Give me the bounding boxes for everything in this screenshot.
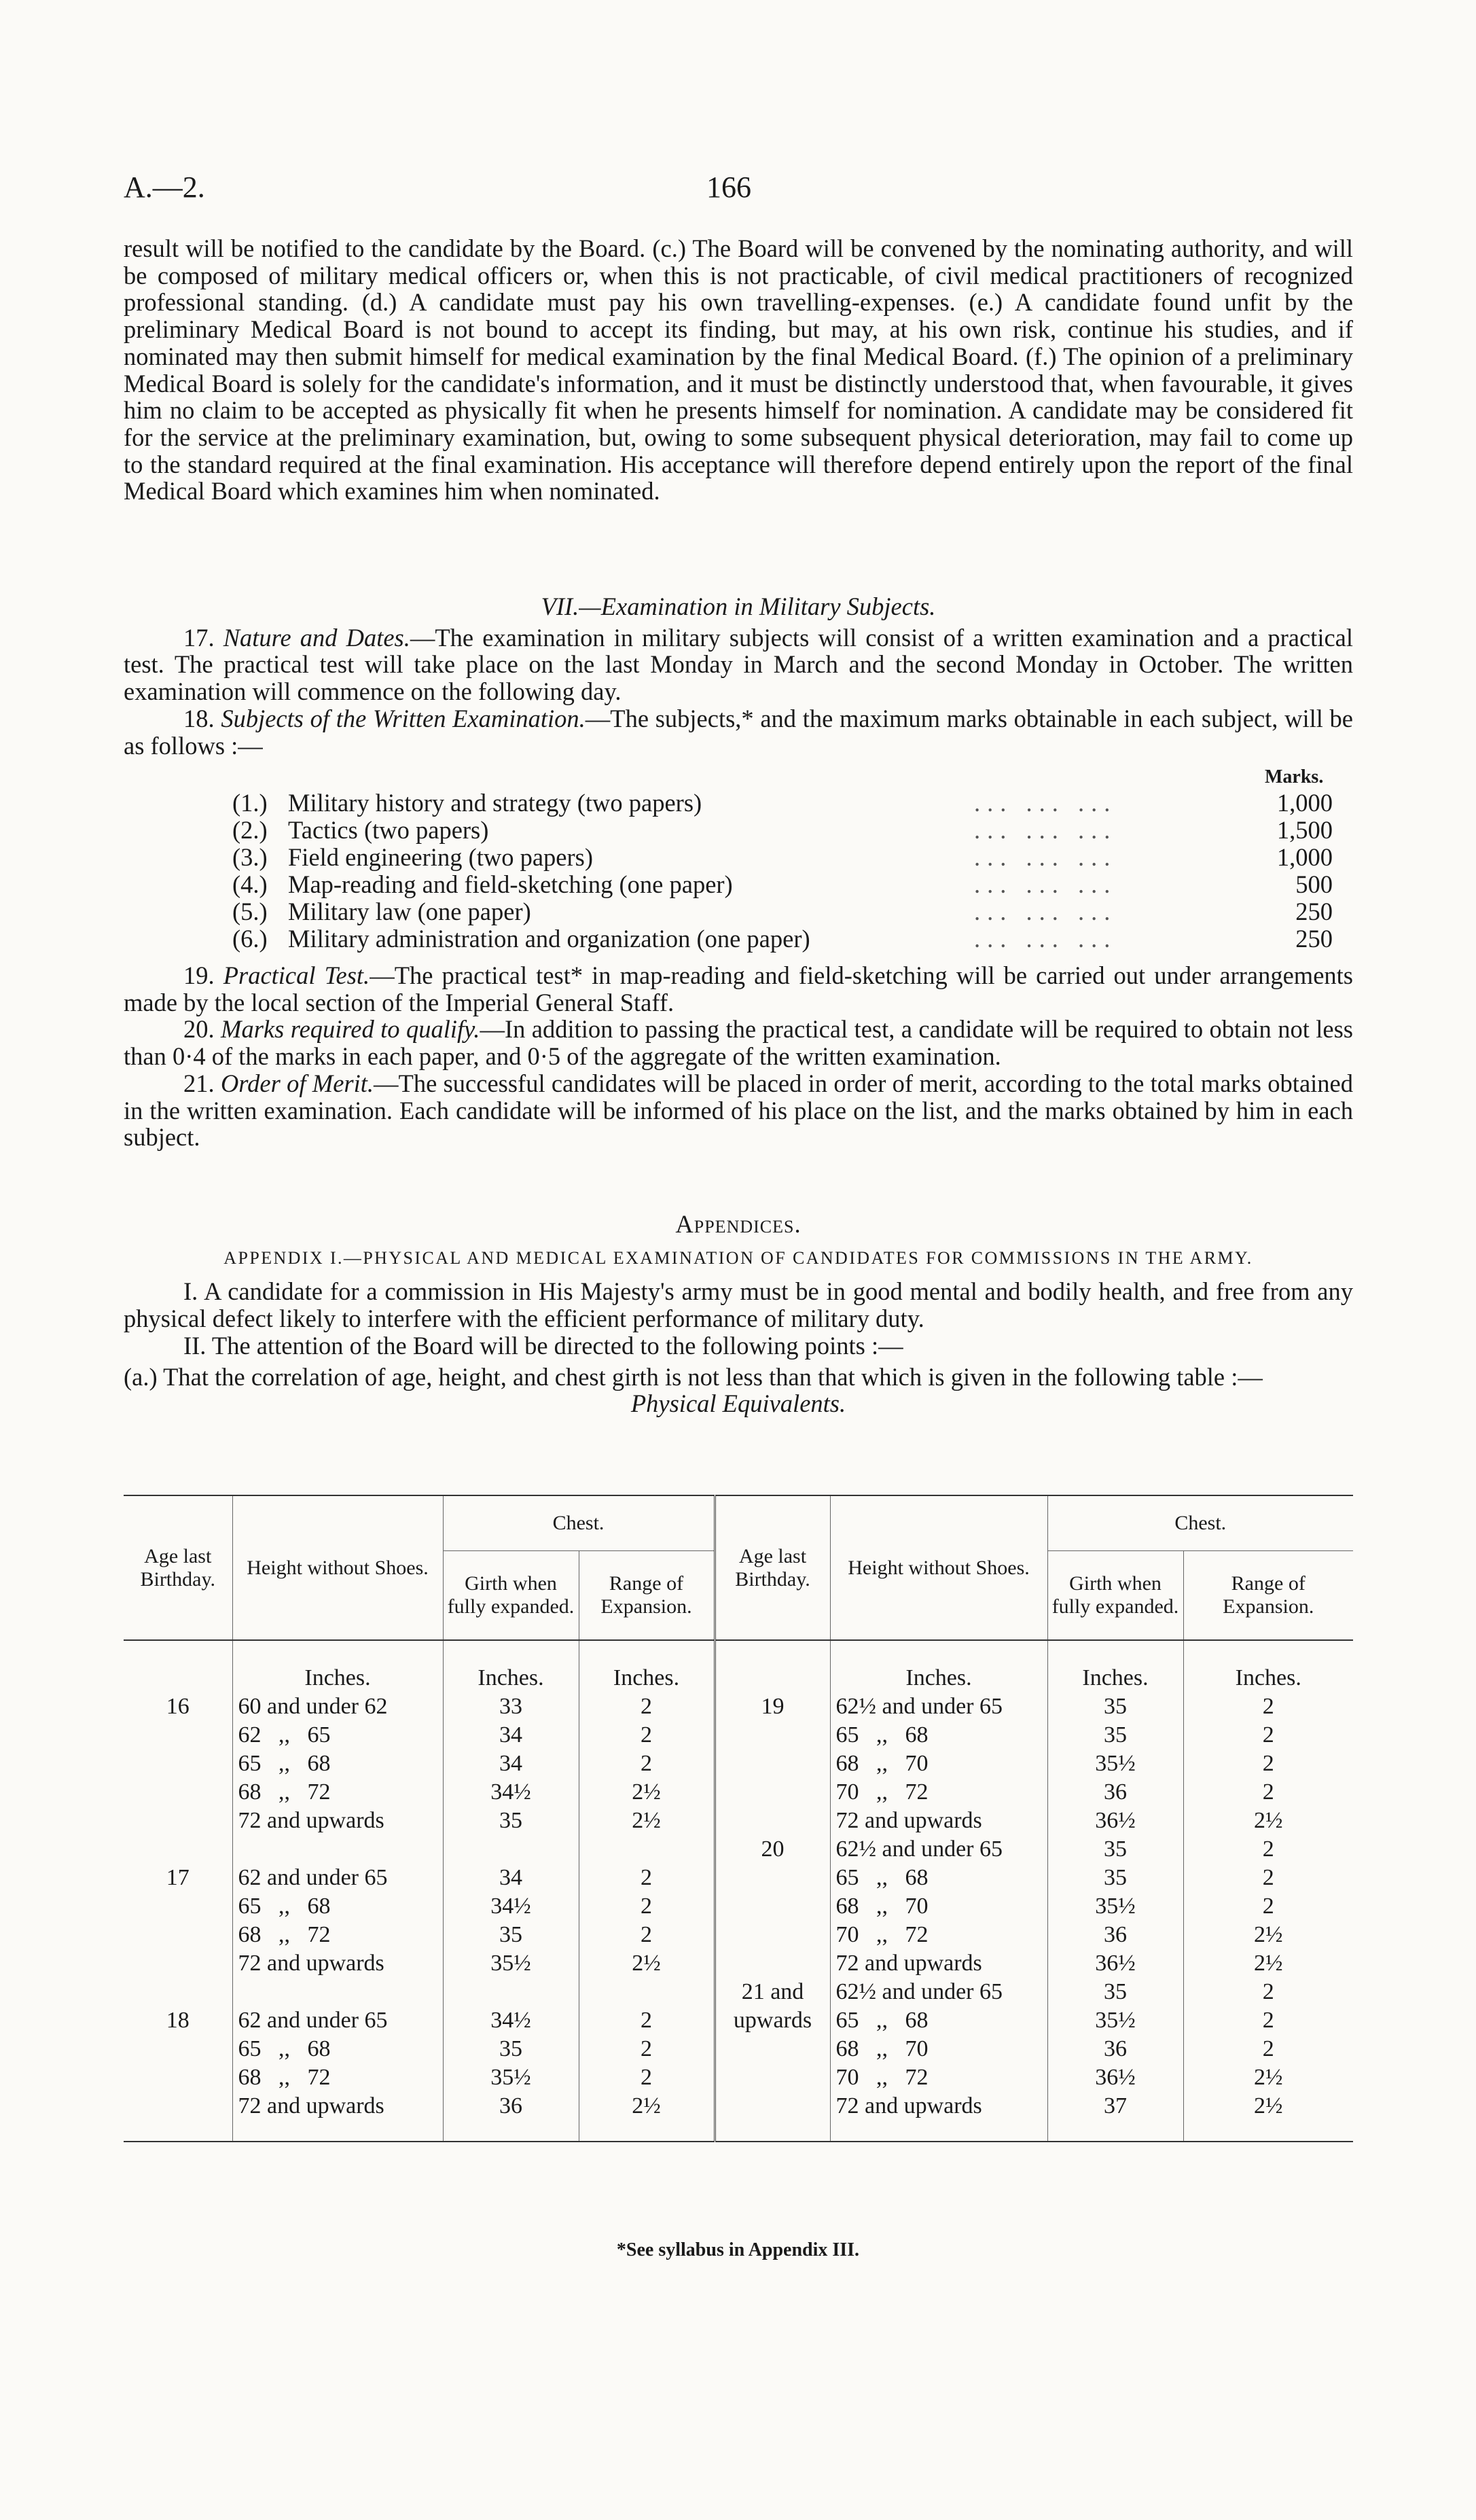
cell-age (124, 1921, 232, 1949)
marks-header: Marks. (1265, 766, 1324, 787)
cell-age (715, 2092, 830, 2142)
subject-row (232, 870, 1333, 897)
cell-age (124, 1750, 232, 1778)
cell-range: 2½ (1254, 2065, 1283, 2090)
paragraph-title: Subjects of the Written Examination. (221, 704, 586, 732)
cell-range: 2 (579, 2035, 715, 2063)
table-row (124, 1978, 1353, 2006)
unit-label (715, 1640, 830, 1692)
cell-age (715, 1892, 830, 1921)
cell-age (715, 1778, 830, 1807)
unit-label (124, 1640, 232, 1692)
cell-height: 62 ,, 65 (232, 1721, 443, 1750)
cell-age (715, 2035, 830, 2063)
appendices-section (124, 1211, 1353, 1417)
subject-marks: 250 (1295, 898, 1333, 925)
leader-dots: ... ... ... (974, 925, 1117, 953)
cell-age (124, 2063, 232, 2092)
cell-height (232, 1835, 443, 1864)
table-row (124, 1778, 1353, 1807)
cell-girth: 35 (1047, 1835, 1183, 1864)
subject-marks: 1,500 (1276, 816, 1333, 844)
subject-marks: 250 (1295, 925, 1333, 953)
cell-age (715, 1864, 830, 1892)
table-row (124, 2092, 1353, 2142)
cell-height: 62½ and under 65 (830, 1835, 1047, 1864)
section-vii (124, 593, 1353, 759)
subject-number: (1.) (232, 789, 268, 817)
cell-height: 68 ,, 72 (232, 1778, 443, 1807)
cell-range: 2 (579, 2006, 715, 2035)
table-row (124, 1892, 1353, 1921)
cell-girth: 35 (1047, 1864, 1183, 1892)
subject-number: (5.) (232, 898, 268, 925)
subject-name: Tactics (two papers) (288, 816, 489, 844)
cell-girth: 35½ (443, 1949, 579, 1978)
subject-marks: 1,000 (1276, 843, 1333, 871)
table-row (124, 1949, 1353, 1978)
cell-height: 65 ,, 68 (232, 2035, 443, 2063)
appendices-heading: Appendices. (675, 1210, 802, 1238)
cell-height: 68 ,, 70 (830, 1892, 1047, 1921)
cell-height: 70 ,, 72 (830, 1921, 1047, 1949)
cell-range: 2 (579, 1864, 715, 1892)
unit-label: Inches. (443, 1640, 579, 1692)
cell-age (715, 1750, 830, 1778)
cell-girth: 36½ (1047, 1949, 1183, 1978)
paragraph-title: Practical Test. (223, 961, 370, 989)
paragraph-20 (124, 1016, 1353, 1069)
cell-range: 2 (1262, 1979, 1274, 2004)
cell-girth: 35 (1047, 1692, 1183, 1721)
cell-range: 2 (579, 1721, 715, 1750)
cell-range: 2 (1262, 1836, 1274, 1862)
cell-height: 62½ and under 65 (830, 1692, 1047, 1721)
cell-girth: 35 (443, 2035, 579, 2063)
paragraph-17 (124, 624, 1353, 705)
cell-girth: 36 (1047, 1921, 1183, 1949)
document-reference: A.—2. (124, 171, 205, 204)
footnote: *See syllabus in Appendix III. (616, 2239, 860, 2260)
paragraph-text: —The practical test* in map-reading and field-sketching will be carried out under arrangements made by the local section of the Imperial General Staff. (124, 961, 1353, 1016)
cell-girth: 35½ (1047, 1892, 1183, 1921)
cell-girth: 33 (443, 1692, 579, 1721)
cell-range: 2½ (579, 1949, 715, 1978)
cell-range: 2½ (579, 2092, 715, 2142)
cell-range: 2½ (579, 1778, 715, 1807)
cell-height: 72 and upwards (232, 1949, 443, 1978)
cell-age (124, 2035, 232, 2063)
cell-age (124, 1721, 232, 1750)
table-row (124, 2035, 1353, 2063)
cell-height (232, 1978, 443, 2006)
table-row (124, 1750, 1353, 1778)
subject-row (232, 788, 1333, 815)
cell-age: 18 (124, 2006, 232, 2035)
paragraph-21 (124, 1070, 1353, 1151)
cell-girth: 34½ (443, 1892, 579, 1921)
cell-girth: 35½ (1047, 1750, 1183, 1778)
cell-age: 20 (715, 1835, 830, 1864)
header-height: Height without Shoes. (232, 1495, 443, 1640)
cell-girth: 35 (1047, 1978, 1183, 2006)
cell-age: 21 and (715, 1978, 830, 2006)
header-range: Range of Expansion. (579, 1551, 715, 1641)
table-row (124, 1807, 1353, 1835)
paragraph-II: II. The attention of the Board will be directed to the following points :— (183, 1331, 903, 1360)
table-row (124, 1864, 1353, 1892)
cell-height: 62½ and under 65 (830, 1978, 1047, 2006)
header-chest: Chest. (443, 1495, 715, 1551)
section-vii-heading: VII.—Examination in Military Subjects. (541, 592, 936, 620)
cell-height: 62 and under 65 (232, 1864, 443, 1892)
header-range: Range of Expansion. (1223, 1572, 1314, 1618)
paragraph-18 (124, 705, 1353, 759)
cell-height: 65 ,, 68 (232, 1892, 443, 1921)
table-row (124, 2063, 1353, 2092)
subject-number: (4.) (232, 870, 268, 898)
cell-range: 2½ (1254, 2093, 1283, 2118)
cell-age: 16 (124, 1692, 232, 1721)
cell-height: 70 ,, 72 (830, 2063, 1047, 2092)
cell-age: 17 (124, 1864, 232, 1892)
cell-range: 2 (1262, 1751, 1274, 1776)
intro-paragraph: result will be notified to the candidate by the Board. (c.) The Board will be convened by the nominating authority, and will be composed of military medical officers or, when this is not practicable, of civil medical practitioners of recognized professional standing. (d.) A candidate must pay his own travelling-expenses. (e.) A candidate found unfit by the preliminary Medical Board is not bound to accept its finding, but may, at his own risk, continue his studies, and if nominated may then submit himself for medical examination by the final Medical Board. (f.) The opinion of a preliminary Medical Board is solely for the candidate's information, and it must be distinctly understood that, when favourable, it gives him no claim to be accepted as physically fit when he presents himself for nomination. A candidate may be considered fit for the service at the preliminary examination, but, owing to some subsequent physical deterioration, may fail to come up to the standard required at the final examination. His acceptance will therefore depend entirely upon the report of the final Medical Board which examines him when nominated. (124, 234, 1353, 505)
subject-name: Field engineering (two papers) (288, 843, 594, 871)
paragraph-text: —The successful candidates will be placed in order of merit, according to the total marks obtained in the written examination. Each candidate will be informed of his place on the list, and the marks obtained by him in each subject. (124, 1069, 1353, 1152)
cell-height: 68 ,, 72 (232, 2063, 443, 2092)
paragraph-title: Order of Merit. (220, 1069, 374, 1097)
paragraph-number: 18. (183, 704, 215, 732)
cell-range: 2 (579, 1692, 715, 1721)
table-row (124, 1921, 1353, 1949)
paragraph-text: —The examination in military subjects will consist of a written examination and a practical test. The practical test will take place on the last Monday in March and the second Monday in October. The written examination will commence on the following day. (124, 623, 1354, 706)
cell-height: 62 and under 65 (232, 2006, 443, 2035)
cell-girth: 36 (1047, 1778, 1183, 1807)
cell-range: 2 (1262, 1722, 1274, 1747)
cell-height: 65 ,, 68 (830, 1721, 1047, 1750)
table-row (124, 2006, 1353, 2035)
cell-height: 68 ,, 70 (830, 2035, 1047, 2063)
subject-name: Military administration and organization (one paper) (288, 925, 810, 953)
page-number: 166 (706, 171, 751, 204)
cell-age (715, 2063, 830, 2092)
cell-range (579, 1835, 715, 1864)
paragraph-number: 20. (183, 1015, 215, 1044)
cell-range: 2½ (579, 1807, 715, 1835)
cell-girth: 36½ (1047, 2063, 1183, 2092)
header-height: Height without Shoes. (830, 1495, 1047, 1640)
cell-height: 72 and upwards (830, 1807, 1047, 1835)
cell-age (715, 1721, 830, 1750)
paragraph-text: —The subjects,* and the maximum marks obtainable in each subject, will be as follows :— (124, 704, 1353, 760)
cell-range: 2 (579, 1921, 715, 1949)
cell-girth: 34½ (443, 1778, 579, 1807)
cell-age (715, 1921, 830, 1949)
cell-height: 68 ,, 72 (232, 1921, 443, 1949)
leader-dots: ... ... ... (974, 789, 1117, 817)
cell-girth: 36½ (1047, 1807, 1183, 1835)
cell-height: 65 ,, 68 (830, 2006, 1047, 2035)
cell-range: 2 (1262, 2036, 1274, 2061)
paragraph-a: (a.) That the correlation of age, height, and chest girth is not less than that which is given in the following table :— (124, 1362, 1263, 1391)
subject-marks: 1,000 (1276, 789, 1333, 817)
unit-label: Inches. (830, 1640, 1047, 1692)
header-girth: Girth when fully expanded. (1047, 1551, 1183, 1641)
cell-girth: 36 (1047, 2035, 1183, 2063)
cell-girth: 36 (443, 2092, 579, 2142)
cell-range: 2½ (1254, 1808, 1283, 1833)
cell-age: upwards (715, 2006, 830, 2035)
paragraph-number: 17. (183, 623, 215, 652)
paragraph-title: Marks required to qualify. (221, 1015, 480, 1044)
paragraph-number: 21. (183, 1069, 215, 1097)
cell-age (124, 1892, 232, 1921)
cell-height: 72 and upwards (830, 1949, 1047, 1978)
cell-girth: 34 (443, 1750, 579, 1778)
unit-label: Inches. (579, 1640, 715, 1692)
appendix-1-heading: APPENDIX I.—PHYSICAL AND MEDICAL EXAMINATION OF CANDIDATES FOR COMMISSIONS IN THE ARMY. (223, 1247, 1253, 1268)
page-header (124, 170, 1353, 211)
cell-height: 72 and upwards (232, 2092, 443, 2142)
table-title: Physical Equivalents. (630, 1389, 846, 1418)
units-row (124, 1640, 1353, 1692)
subject-number: (2.) (232, 816, 268, 844)
subject-number: (6.) (232, 925, 268, 953)
section-vii-continued (124, 962, 1353, 1151)
subject-row (232, 924, 1333, 951)
cell-range: 2 (1262, 1865, 1274, 1890)
paragraph-I: I. A candidate for a commission in His Majesty's army must be in good mental and bodily health, and free from any physical defect likely to interfere with the efficient performance of military duty. (124, 1277, 1353, 1333)
cell-range: 2½ (1254, 1922, 1283, 1947)
cell-height: 65 ,, 68 (830, 1864, 1047, 1892)
unit-label: Inches. (1047, 1640, 1183, 1692)
cell-age (124, 1949, 232, 1978)
leader-dots: ... ... ... (974, 870, 1117, 898)
cell-age (124, 1835, 232, 1864)
cell-age: 19 (715, 1692, 830, 1721)
cell-girth (443, 1978, 579, 2006)
cell-age (124, 2092, 232, 2142)
unit-label: Inches. (232, 1640, 443, 1692)
subject-name: Military history and strategy (two papers) (288, 789, 702, 817)
subject-row (232, 897, 1333, 924)
cell-range: 2½ (1254, 1951, 1283, 1976)
cell-range: 2 (579, 1892, 715, 1921)
cell-girth: 35½ (443, 2063, 579, 2092)
subject-name: Military law (one paper) (288, 898, 531, 925)
cell-girth: 35 (1047, 1721, 1183, 1750)
cell-girth: 35 (443, 1807, 579, 1835)
cell-height: 70 ,, 72 (830, 1778, 1047, 1807)
cell-girth: 35 (443, 1921, 579, 1949)
table-row (124, 1721, 1353, 1750)
subject-row (232, 815, 1333, 842)
cell-range: 2 (1262, 1894, 1274, 1919)
intro-paragraph-block (124, 235, 1353, 505)
header-age: Age last Birthday. (124, 1495, 232, 1640)
header-chest: Chest. (1047, 1495, 1353, 1551)
cell-height: 68 ,, 70 (830, 1750, 1047, 1778)
paragraph-number: 19. (183, 961, 215, 989)
leader-dots: ... ... ... (974, 816, 1117, 844)
cell-height: 72 and upwards (830, 2092, 1047, 2142)
cell-range: 2 (1262, 2008, 1274, 2033)
cell-age (715, 1949, 830, 1978)
cell-girth: 34½ (443, 2006, 579, 2035)
table-row (124, 1835, 1353, 1864)
cell-girth: 37 (1047, 2092, 1183, 2142)
cell-age (715, 1807, 830, 1835)
header-girth: Girth when fully expanded. (443, 1551, 579, 1641)
cell-range: 2 (579, 1750, 715, 1778)
cell-girth: 34 (443, 1864, 579, 1892)
cell-height: 60 and under 62 (232, 1692, 443, 1721)
leader-dots: ... ... ... (974, 898, 1117, 925)
cell-age (124, 1978, 232, 2006)
physical-equivalents-table (124, 1495, 1353, 2142)
subject-marks: 500 (1295, 870, 1333, 898)
cell-height: 65 ,, 68 (232, 1750, 443, 1778)
header-age: Age last Birthday. (715, 1495, 830, 1640)
paragraph-19 (124, 962, 1353, 1016)
subject-row (232, 842, 1333, 870)
leader-dots: ... ... ... (974, 843, 1117, 871)
paragraph-text: —In addition to passing the practical test, a candidate will be required to obtain not less than 0·4 of the marks in each paper, and 0·5 of the aggregate of the written examination. (124, 1015, 1353, 1071)
cell-girth (443, 1835, 579, 1864)
cell-girth: 34 (443, 1721, 579, 1750)
cell-range (579, 1978, 715, 2006)
table-row (124, 1692, 1353, 1721)
cell-range: 2 (579, 2063, 715, 2092)
paragraph-title: Nature and Dates. (223, 623, 410, 652)
subject-number: (3.) (232, 843, 268, 871)
cell-range: 2 (1262, 1779, 1274, 1805)
cell-girth: 35½ (1047, 2006, 1183, 2035)
cell-range: 2 (1262, 1694, 1274, 1719)
cell-age (124, 1778, 232, 1807)
unit-label: Inches. (1235, 1665, 1301, 1690)
subject-name: Map-reading and field-sketching (one paper) (288, 870, 733, 898)
cell-height: 72 and upwards (232, 1807, 443, 1835)
cell-age (124, 1807, 232, 1835)
